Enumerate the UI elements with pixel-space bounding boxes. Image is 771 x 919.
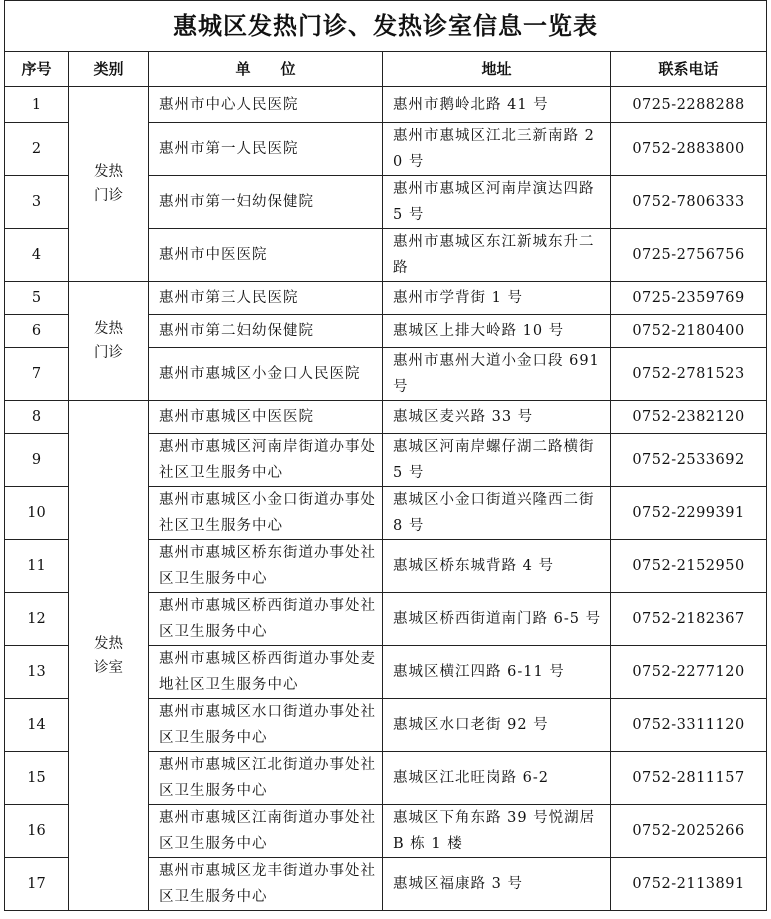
table-row	[5, 87, 767, 123]
phone-cell: 0725-2756756	[611, 229, 767, 282]
address-cell: 惠州市惠城区河南岸演达四路 5 号	[383, 176, 611, 229]
phone-cell: 0752-2277120	[611, 646, 767, 699]
address-cell: 惠城区江北旺岗路 6-2	[383, 752, 611, 805]
table-body	[5, 87, 767, 911]
phone-cell: 0752-2299391	[611, 487, 767, 540]
unit-cell: 惠州市惠城区中医医院	[149, 401, 383, 434]
unit-cell: 惠州市惠城区江北街道办事处社区卫生服务中心	[149, 752, 383, 805]
row-index: 13	[5, 646, 69, 699]
table-row	[5, 282, 767, 315]
phone-cell: 0752-2883800	[611, 123, 767, 176]
unit-cell: 惠州市第二妇幼保健院	[149, 315, 383, 348]
phone-cell: 0752-2182367	[611, 593, 767, 646]
unit-cell: 惠州市第一人民医院	[149, 123, 383, 176]
phone-cell: 0752-2152950	[611, 540, 767, 593]
unit-cell: 惠州市惠城区小金口街道办事处社区卫生服务中心	[149, 487, 383, 540]
header-category: 类别	[69, 52, 149, 87]
row-index: 6	[5, 315, 69, 348]
row-index: 5	[5, 282, 69, 315]
row-index: 11	[5, 540, 69, 593]
address-cell: 惠城区横江四路 6-11 号	[383, 646, 611, 699]
row-index: 2	[5, 123, 69, 176]
unit-cell: 惠州市中医医院	[149, 229, 383, 282]
header-phone: 联系电话	[611, 52, 767, 87]
unit-cell: 惠州市第三人民医院	[149, 282, 383, 315]
unit-cell: 惠州市惠城区江南街道办事处社区卫生服务中心	[149, 805, 383, 858]
address-cell: 惠城区下角东路 39 号悦湖居 B 栋 1 楼	[383, 805, 611, 858]
header-unit: 单 位	[149, 52, 383, 87]
unit-cell: 惠州市惠城区小金口人民医院	[149, 348, 383, 401]
address-cell: 惠城区上排大岭路 10 号	[383, 315, 611, 348]
unit-cell: 惠州市中心人民医院	[149, 87, 383, 123]
phone-cell: 0752-7806333	[611, 176, 767, 229]
phone-cell: 0752-3311120	[611, 699, 767, 752]
row-index: 9	[5, 434, 69, 487]
table-row	[5, 401, 767, 434]
row-index: 17	[5, 858, 69, 911]
header-address: 地址	[383, 52, 611, 87]
address-cell: 惠城区福康路 3 号	[383, 858, 611, 911]
address-cell: 惠州市鹅岭北路 41 号	[383, 87, 611, 123]
row-index: 4	[5, 229, 69, 282]
phone-cell: 0725-2359769	[611, 282, 767, 315]
category-cell: 发热 诊室	[69, 401, 149, 911]
row-index: 3	[5, 176, 69, 229]
address-cell: 惠州市惠城区江北三新南路 20 号	[383, 123, 611, 176]
row-index: 10	[5, 487, 69, 540]
address-cell: 惠城区桥东城背路 4 号	[383, 540, 611, 593]
address-cell: 惠城区水口老街 92 号	[383, 699, 611, 752]
phone-cell: 0725-2288288	[611, 87, 767, 123]
row-index: 14	[5, 699, 69, 752]
unit-cell: 惠州市惠城区河南岸街道办事处社区卫生服务中心	[149, 434, 383, 487]
row-index: 16	[5, 805, 69, 858]
category-cell: 发热 门诊	[69, 282, 149, 401]
phone-cell: 0752-2025266	[611, 805, 767, 858]
category-cell: 发热 门诊	[69, 87, 149, 282]
phone-cell: 0752-2533692	[611, 434, 767, 487]
phone-cell: 0752-2180400	[611, 315, 767, 348]
address-cell: 惠州市惠州大道小金口段 691 号	[383, 348, 611, 401]
table-title: 惠城区发热门诊、发热诊室信息一览表	[5, 1, 767, 52]
address-cell: 惠州市学背街 1 号	[383, 282, 611, 315]
unit-cell: 惠州市惠城区桥东街道办事处社区卫生服务中心	[149, 540, 383, 593]
row-index: 1	[5, 87, 69, 123]
phone-cell: 0752-2113891	[611, 858, 767, 911]
phone-cell: 0752-2382120	[611, 401, 767, 434]
phone-cell: 0752-2811157	[611, 752, 767, 805]
unit-cell: 惠州市惠城区桥西街道办事处社区卫生服务中心	[149, 593, 383, 646]
unit-cell: 惠州市第一妇幼保健院	[149, 176, 383, 229]
address-cell: 惠城区麦兴路 33 号	[383, 401, 611, 434]
row-index: 15	[5, 752, 69, 805]
unit-cell: 惠州市惠城区桥西街道办事处麦地社区卫生服务中心	[149, 646, 383, 699]
address-cell: 惠州市惠城区东江新城东升二路	[383, 229, 611, 282]
address-cell: 惠城区桥西街道南门路 6-5 号	[383, 593, 611, 646]
header-index: 序号	[5, 52, 69, 87]
row-index: 12	[5, 593, 69, 646]
info-table	[4, 0, 767, 911]
unit-cell: 惠州市惠城区龙丰街道办事处社区卫生服务中心	[149, 858, 383, 911]
unit-cell: 惠州市惠城区水口街道办事处社区卫生服务中心	[149, 699, 383, 752]
row-index: 7	[5, 348, 69, 401]
phone-cell: 0752-2781523	[611, 348, 767, 401]
row-index: 8	[5, 401, 69, 434]
address-cell: 惠城区河南岸螺仔湖二路横街 5 号	[383, 434, 611, 487]
info-table-sheet	[4, 0, 766, 911]
address-cell: 惠城区小金口街道兴隆西二街 8 号	[383, 487, 611, 540]
